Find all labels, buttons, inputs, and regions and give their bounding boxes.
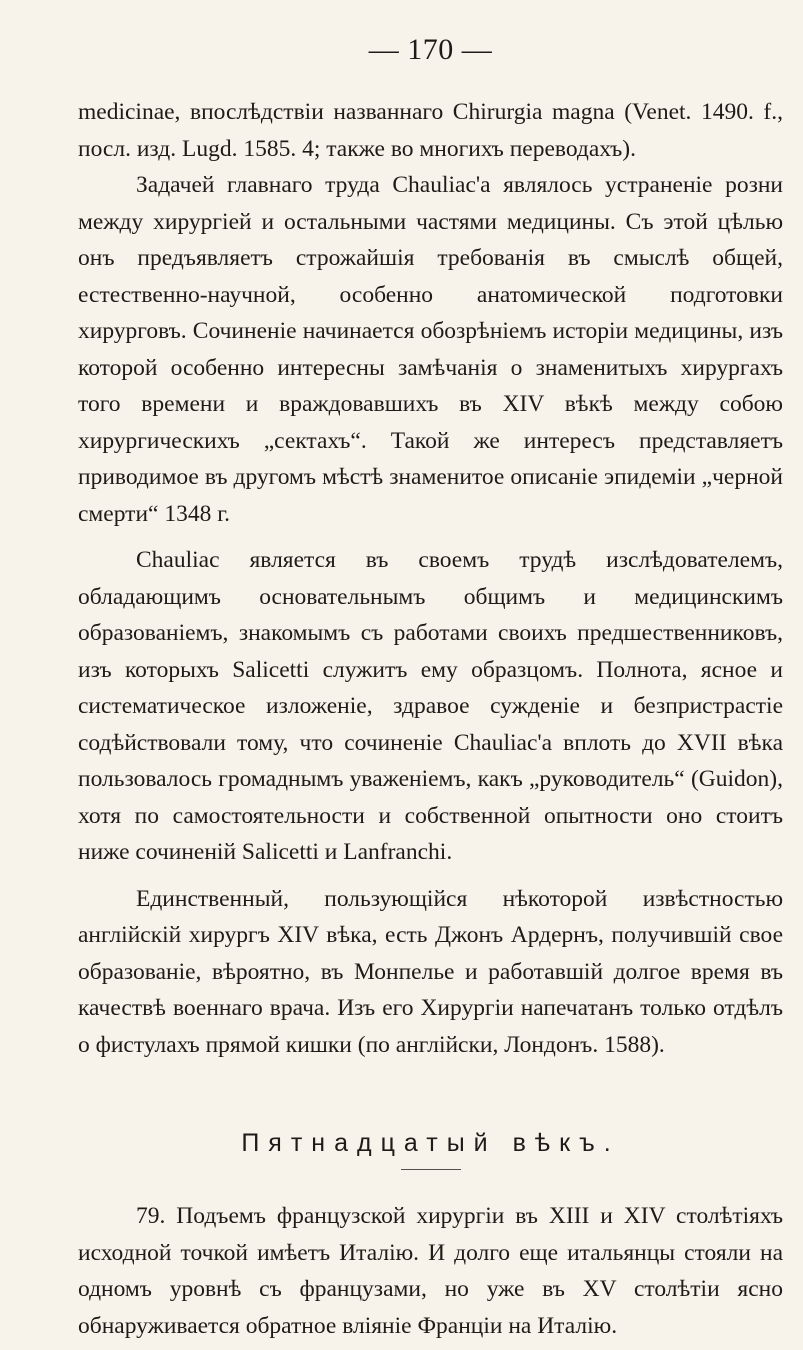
section-divider: [401, 1169, 461, 1170]
paragraph-section-79: 79. Подъемъ французской хирургіи въ XIII и XIV столѣтіяхъ исходной точкой имѣетъ Италію. И долго еще итальянцы стояли на одномъ уровнѣ съ французами, но уже въ XV столѣтіи ясно обнаруживается обратное вліяніе Франціи на Италію.: [78, 1203, 783, 1339]
paragraph-chauliac-task: Задачей главнаго труда Chauliac'a являлось устраненіе розни между хирургіей и остальными частями медицины. Съ этой цѣлью онъ предъявляетъ строжайшія требованія въ смыслѣ общей, естественно-научной, особенно анатомической подготовки хирурговъ. Сочиненіе начинается обозрѣніемъ исторіи медицины, изъ которой особенно интересны замѣчанія о знаменитыхъ хирургахъ того времени и враждовавшихъ въ XIV вѣкѣ между собою хирургическихъ „сектахъ“. Такой же интересъ представляетъ приводимое въ другомъ мѣстѣ знаменитое описаніе эпидеміи „черной смерти“ 1348 г.: [78, 172, 783, 527]
paragraph-chauliac-assessment: Chauliac является въ своемъ трудѣ изслѣдователемъ, обладающимъ основательнымъ общимъ и медицинскимъ образованіемъ, знакомымъ съ работами своихъ предшественниковъ, изъ которыхъ Salicetti служитъ ему образцомъ. Полнота, ясное и систематическое изложеніе, здравое сужденіе и безпристрастіе содѣйствовали тому, что сочиненіе Chauliac'a вплоть до XVII вѣка пользовалось громаднымъ уваженіемъ, какъ „руководитель“ (Guidon), хотя по самостоятельности и собственной опытности оно стоитъ ниже сочиненій Salicetti и Lanfranchi.: [78, 547, 783, 865]
paragraph-continuation: medicinae, впослѣдствіи названнаго Chirurgia magna (Venet. 1490. f., посл. изд. Lugd. 1585. 4; также во многихъ переводахъ).: [78, 99, 783, 162]
section-heading: Пятнадцатый вѣкъ.: [241, 1129, 620, 1157]
paragraph-arderne: Единственный, пользующійся нѣкоторой извѣстностью англійскій хирургъ XIV вѣка, есть Джонъ Ардернъ, получившій свое образованіе, вѣроятно, въ Монпелье и работавшій долгое время въ качествѣ военнаго врача. Изъ его Хирургіи напечатанъ только отдѣлъ о фистулахъ прямой кишки (по англійски, Лондонъ. 1588).: [78, 885, 783, 1058]
page-number: — 170 —: [368, 33, 493, 66]
